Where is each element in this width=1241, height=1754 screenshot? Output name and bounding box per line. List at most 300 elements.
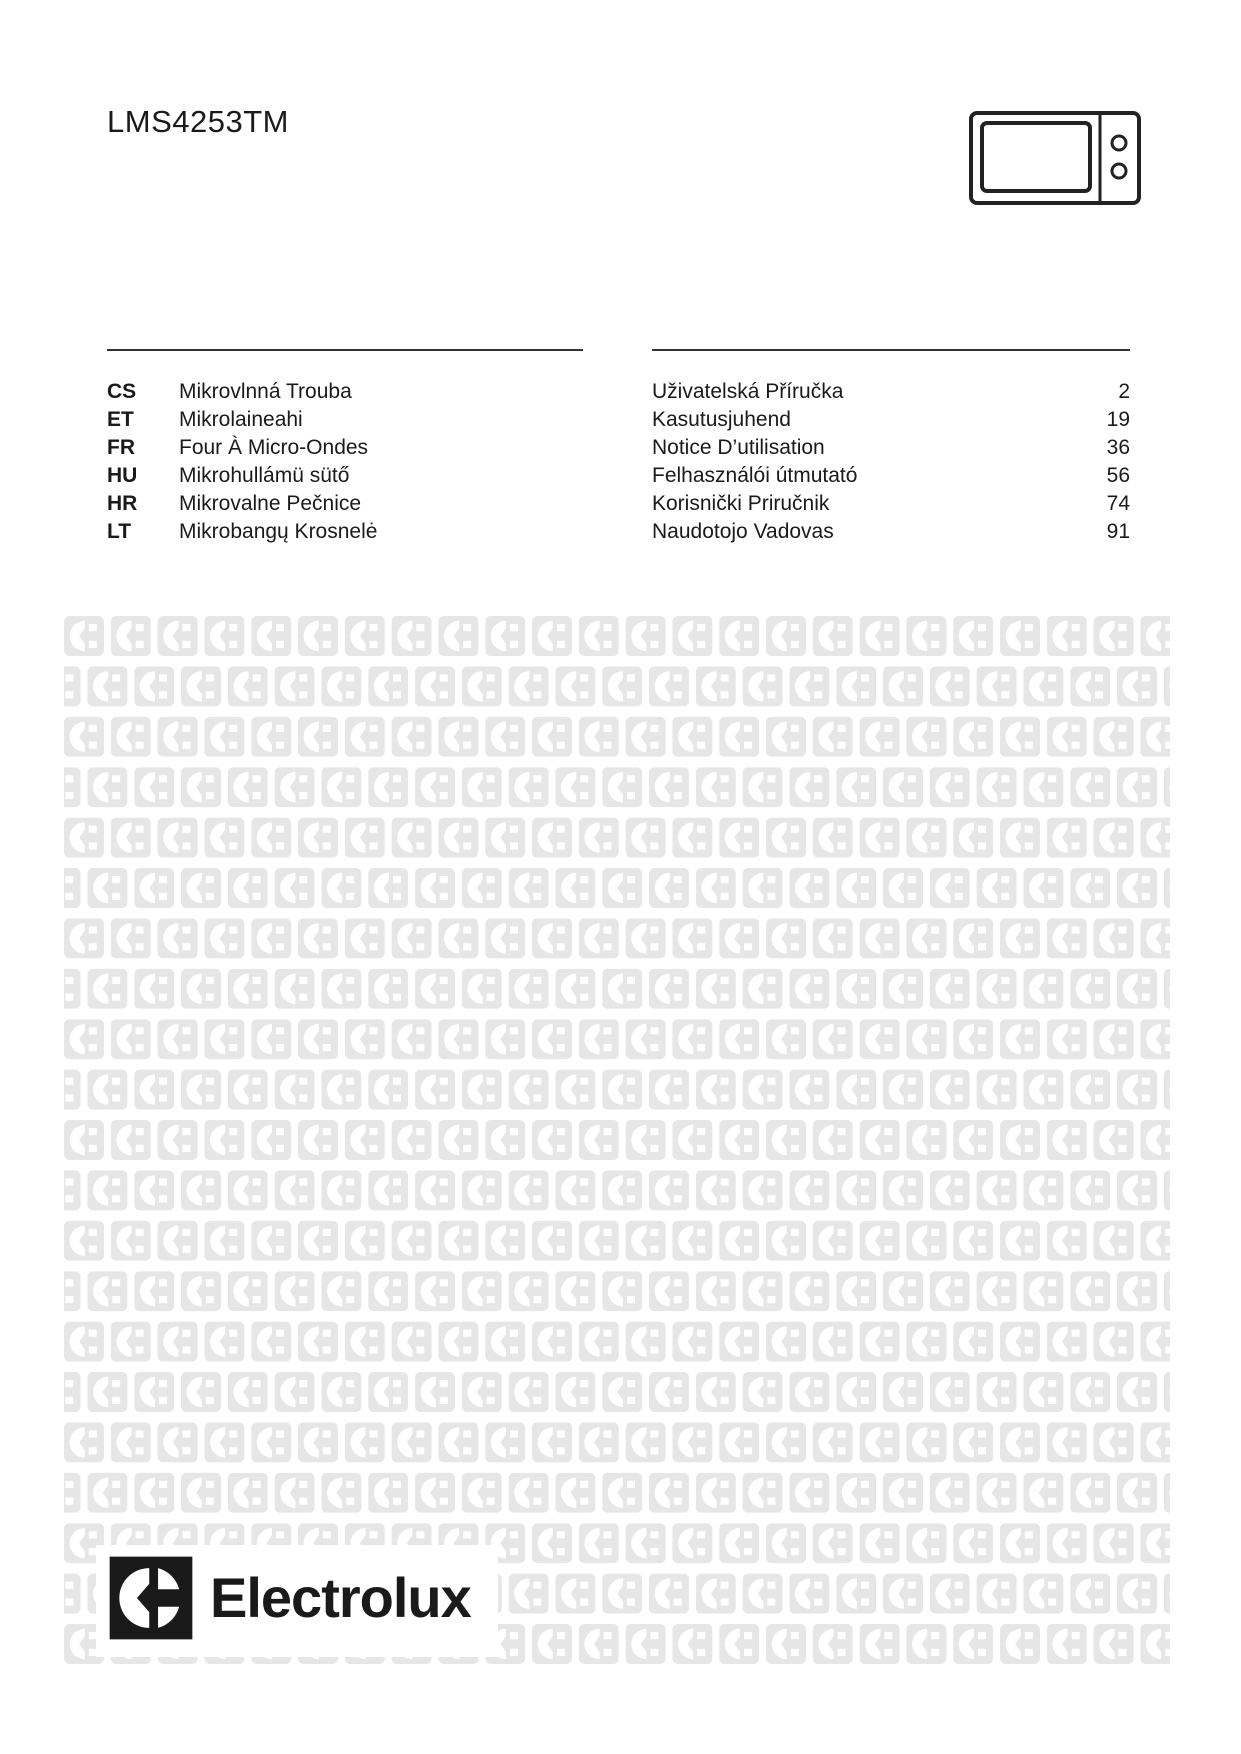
electrolux-pattern-icon — [1164, 1574, 1170, 1614]
electrolux-pattern-icon — [1000, 1120, 1040, 1160]
electrolux-pattern-icon — [368, 666, 408, 706]
electrolux-pattern-icon — [672, 1422, 712, 1462]
electrolux-pattern-icon — [111, 1422, 151, 1462]
electrolux-pattern-icon — [485, 1422, 525, 1462]
electrolux-pattern-icon — [672, 1523, 712, 1563]
electrolux-pattern-icon — [64, 1019, 104, 1059]
language-row[interactable] — [107, 462, 1130, 490]
electrolux-pattern-icon — [1000, 1322, 1040, 1362]
electrolux-pattern-icon — [789, 1372, 829, 1412]
electrolux-pattern-icon — [836, 666, 876, 706]
electrolux-pattern-icon — [415, 1271, 455, 1311]
language-code: HU — [107, 464, 138, 487]
electrolux-pattern-icon — [204, 918, 244, 958]
electrolux-pattern-icon — [415, 1372, 455, 1412]
electrolux-pattern-icon — [626, 1422, 666, 1462]
electrolux-pattern-icon — [626, 1019, 666, 1059]
electrolux-pattern-icon — [251, 1120, 291, 1160]
electrolux-pattern-icon — [298, 818, 338, 858]
product-name: Mikrohullámü sütő — [179, 464, 350, 487]
electrolux-pattern-icon — [158, 918, 198, 958]
electrolux-pattern-icon — [953, 818, 993, 858]
electrolux-pattern-icon — [204, 818, 244, 858]
electrolux-pattern-icon — [719, 818, 759, 858]
product-name: Mikrovalne Pečnice — [179, 492, 362, 515]
electrolux-pattern-icon — [228, 969, 268, 1009]
electrolux-pattern-icon — [64, 767, 81, 807]
electrolux-pattern-icon — [181, 1372, 221, 1412]
electrolux-pattern-icon — [953, 717, 993, 757]
electrolux-pattern-icon — [462, 1372, 502, 1412]
electrolux-pattern-icon — [602, 969, 642, 1009]
electrolux-pattern-icon — [321, 868, 361, 908]
electrolux-pattern-icon — [134, 969, 174, 1009]
electrolux-pattern-icon — [158, 1221, 198, 1261]
manual-title: Naudotojo Vadovas — [652, 520, 834, 543]
electrolux-pattern-icon — [766, 616, 806, 656]
electrolux-pattern-icon — [392, 717, 432, 757]
electrolux-pattern-icon — [321, 1070, 361, 1110]
electrolux-pattern-icon — [509, 1070, 549, 1110]
electrolux-pattern-icon — [532, 1120, 572, 1160]
electrolux-pattern-icon — [579, 1624, 619, 1664]
electrolux-pattern-icon — [204, 1019, 244, 1059]
electrolux-pattern-icon — [977, 1271, 1017, 1311]
electrolux-pattern-icon — [181, 1170, 221, 1210]
electrolux-pattern-icon — [1164, 767, 1170, 807]
electrolux-pattern-icon — [415, 1170, 455, 1210]
electrolux-pattern-icon — [1164, 1070, 1170, 1110]
electrolux-pattern-icon — [228, 1271, 268, 1311]
electrolux-pattern-icon — [392, 1120, 432, 1160]
language-code: LT — [107, 520, 132, 543]
electrolux-pattern-icon — [87, 1170, 127, 1210]
electrolux-pattern-icon — [462, 666, 502, 706]
electrolux-pattern-icon — [392, 1221, 432, 1261]
electrolux-pattern-icon — [87, 868, 127, 908]
electrolux-pattern-icon — [158, 616, 198, 656]
electrolux-pattern-icon — [438, 717, 478, 757]
electrolux-pattern-icon — [275, 969, 315, 1009]
electrolux-pattern-icon — [1047, 1624, 1087, 1664]
electrolux-pattern-icon — [602, 1473, 642, 1513]
electrolux-pattern-icon — [860, 918, 900, 958]
electrolux-pattern-icon — [509, 1170, 549, 1210]
electrolux-pattern-icon — [789, 969, 829, 1009]
electrolux-pattern-icon — [860, 1120, 900, 1160]
electrolux-pattern-icon — [64, 969, 81, 1009]
electrolux-pattern-icon — [485, 717, 525, 757]
electrolux-pattern-icon — [1047, 1422, 1087, 1462]
language-code: ET — [107, 408, 134, 431]
electrolux-pattern-icon — [1117, 1070, 1157, 1110]
electrolux-pattern-icon — [158, 1019, 198, 1059]
electrolux-pattern-icon — [64, 666, 81, 706]
divider-right — [652, 349, 1130, 351]
electrolux-pattern-icon — [696, 1271, 736, 1311]
electrolux-pattern-icon — [321, 767, 361, 807]
electrolux-pattern-icon — [345, 918, 385, 958]
electrolux-pattern-icon — [64, 1170, 81, 1210]
electrolux-pattern-icon — [1117, 1473, 1157, 1513]
electrolux-pattern-icon — [953, 1422, 993, 1462]
electrolux-pattern-icon — [883, 1372, 923, 1412]
electrolux-pattern-icon — [696, 1070, 736, 1110]
electrolux-pattern-icon — [134, 868, 174, 908]
electrolux-pattern-icon — [111, 1120, 151, 1160]
electrolux-pattern-icon — [111, 1221, 151, 1261]
electrolux-pattern-icon — [134, 1473, 174, 1513]
model-number: LMS4253TM — [107, 104, 289, 139]
electrolux-pattern-icon — [883, 1271, 923, 1311]
electrolux-pattern-icon — [743, 969, 783, 1009]
brand-name: Electrolux — [210, 1566, 471, 1629]
electrolux-pattern-icon — [64, 918, 104, 958]
electrolux-pattern-icon — [719, 1422, 759, 1462]
electrolux-pattern-icon — [1140, 918, 1170, 958]
electrolux-pattern-icon — [906, 918, 946, 958]
electrolux-pattern-icon — [883, 1473, 923, 1513]
electrolux-pattern-icon — [906, 1120, 946, 1160]
electrolux-pattern-icon — [111, 918, 151, 958]
electrolux-pattern-icon — [87, 1473, 127, 1513]
page-number: 91 — [1106, 520, 1130, 543]
electrolux-pattern-icon — [719, 717, 759, 757]
electrolux-pattern-icon — [672, 1221, 712, 1261]
electrolux-pattern-icon — [1094, 918, 1134, 958]
electrolux-pattern-icon — [64, 818, 104, 858]
electrolux-pattern-icon — [392, 918, 432, 958]
electrolux-pattern-icon — [1047, 1322, 1087, 1362]
electrolux-pattern-icon — [64, 1473, 81, 1513]
electrolux-pattern-icon — [462, 767, 502, 807]
electrolux-pattern-icon — [181, 1070, 221, 1110]
electrolux-pattern-icon — [649, 1473, 689, 1513]
electrolux-pattern-icon — [1000, 818, 1040, 858]
electrolux-pattern-icon — [1094, 1019, 1134, 1059]
electrolux-pattern-icon — [1000, 1523, 1040, 1563]
electrolux-pattern-icon — [321, 666, 361, 706]
electrolux-pattern-icon — [64, 1574, 81, 1614]
electrolux-pattern-icon — [1117, 1170, 1157, 1210]
electrolux-pattern-icon — [228, 868, 268, 908]
electrolux-pattern-icon — [1117, 969, 1157, 1009]
electrolux-pattern-icon — [602, 1271, 642, 1311]
electrolux-pattern-icon — [111, 1322, 151, 1362]
electrolux-pattern-icon — [930, 666, 970, 706]
product-name: Mikrovlnná Trouba — [179, 380, 352, 403]
electrolux-pattern-icon — [977, 1473, 1017, 1513]
electrolux-pattern-icon — [719, 1221, 759, 1261]
electrolux-pattern-icon — [860, 1523, 900, 1563]
language-row[interactable] — [107, 434, 1130, 462]
electrolux-pattern-icon — [696, 1574, 736, 1614]
electrolux-pattern-icon — [134, 666, 174, 706]
electrolux-pattern-icon — [579, 1221, 619, 1261]
product-name: Mikrobangų Krosnelė — [179, 520, 378, 543]
electrolux-pattern-icon — [251, 818, 291, 858]
electrolux-pattern-icon — [1023, 1271, 1063, 1311]
electrolux-pattern-icon — [509, 969, 549, 1009]
electrolux-pattern-icon — [1094, 616, 1134, 656]
electrolux-pattern-icon — [368, 1473, 408, 1513]
electrolux-pattern-icon — [228, 1170, 268, 1210]
electrolux-pattern-icon — [789, 666, 829, 706]
electrolux-pattern-icon — [485, 918, 525, 958]
electrolux-pattern-icon — [1140, 1120, 1170, 1160]
electrolux-pattern-icon — [789, 767, 829, 807]
electrolux-pattern-icon — [415, 1070, 455, 1110]
electrolux-pattern-icon — [579, 918, 619, 958]
electrolux-pattern-icon — [438, 1322, 478, 1362]
electrolux-pattern-icon — [696, 767, 736, 807]
electrolux-pattern-icon — [392, 818, 432, 858]
electrolux-pattern-icon — [1047, 1523, 1087, 1563]
electrolux-pattern-icon — [555, 1473, 595, 1513]
electrolux-pattern-icon — [485, 1322, 525, 1362]
electrolux-pattern-icon — [1117, 1574, 1157, 1614]
electrolux-pattern-icon — [1023, 767, 1063, 807]
electrolux-pattern-icon — [298, 918, 338, 958]
electrolux-pattern-icon — [1094, 1221, 1134, 1261]
language-row[interactable] — [107, 378, 1130, 406]
electrolux-pattern-icon — [930, 1574, 970, 1614]
electrolux-pattern-icon — [345, 818, 385, 858]
electrolux-pattern-icon — [555, 1271, 595, 1311]
electrolux-pattern-icon — [392, 616, 432, 656]
electrolux-pattern-icon — [813, 1221, 853, 1261]
electrolux-pattern-icon — [181, 969, 221, 1009]
electrolux-pattern-icon — [626, 1523, 666, 1563]
electrolux-pattern-icon — [1094, 1523, 1134, 1563]
electrolux-pattern-icon — [555, 1170, 595, 1210]
electrolux-pattern-icon — [1023, 1574, 1063, 1614]
electrolux-pattern-icon — [532, 1019, 572, 1059]
electrolux-pattern-icon — [906, 1221, 946, 1261]
electrolux-pattern-icon — [930, 1372, 970, 1412]
electrolux-pattern-icon — [485, 616, 525, 656]
electrolux-pattern-icon — [251, 1322, 291, 1362]
electrolux-pattern-icon — [579, 1322, 619, 1362]
electrolux-pattern-icon — [158, 1322, 198, 1362]
electrolux-pattern-icon — [438, 918, 478, 958]
electrolux-pattern-icon — [860, 818, 900, 858]
electrolux-pattern-icon — [1047, 918, 1087, 958]
electrolux-pattern-icon — [789, 1473, 829, 1513]
electrolux-pattern-icon — [743, 767, 783, 807]
electrolux-pattern-icon — [555, 868, 595, 908]
electrolux-pattern-icon — [672, 818, 712, 858]
electrolux-pattern-icon — [860, 1019, 900, 1059]
electrolux-pattern-icon — [1140, 717, 1170, 757]
electrolux-pattern-icon — [789, 868, 829, 908]
electrolux-pattern-icon — [672, 1019, 712, 1059]
electrolux-pattern-icon — [1023, 1170, 1063, 1210]
electrolux-pattern-icon — [298, 1019, 338, 1059]
electrolux-pattern-icon — [930, 1473, 970, 1513]
electrolux-pattern-icon — [1070, 1271, 1110, 1311]
electrolux-pattern-icon — [251, 1019, 291, 1059]
electrolux-pattern-icon — [649, 1372, 689, 1412]
electrolux-pattern-icon — [906, 818, 946, 858]
electrolux-pattern-icon — [719, 918, 759, 958]
electrolux-pattern-icon — [1070, 1070, 1110, 1110]
electrolux-pattern-icon — [672, 717, 712, 757]
electrolux-pattern-icon — [930, 1170, 970, 1210]
electrolux-pattern-icon — [321, 1271, 361, 1311]
electrolux-pattern-icon — [743, 1372, 783, 1412]
electrolux-pattern-icon — [977, 1170, 1017, 1210]
manual-title: Korisnički Priručnik — [652, 492, 830, 515]
electrolux-pattern-icon — [860, 717, 900, 757]
electrolux-pattern-icon — [977, 1372, 1017, 1412]
electrolux-pattern-icon — [158, 1120, 198, 1160]
electrolux-pattern-icon — [743, 1070, 783, 1110]
electrolux-pattern-icon — [813, 1322, 853, 1362]
electrolux-pattern-icon — [743, 1574, 783, 1614]
electrolux-pattern-icon — [251, 1221, 291, 1261]
electrolux-pattern-icon — [743, 1271, 783, 1311]
electrolux-pattern-icon — [930, 868, 970, 908]
electrolux-pattern-icon — [204, 1422, 244, 1462]
electrolux-pattern-icon — [696, 969, 736, 1009]
manual-title: Notice D’utilisation — [652, 436, 825, 459]
electrolux-pattern-icon — [532, 717, 572, 757]
electrolux-pattern-icon — [1000, 1019, 1040, 1059]
electrolux-pattern-icon — [345, 717, 385, 757]
electrolux-pattern-icon — [509, 767, 549, 807]
electrolux-pattern-icon — [438, 616, 478, 656]
electrolux-pattern-icon — [181, 868, 221, 908]
electrolux-pattern-icon — [1140, 1422, 1170, 1462]
electrolux-pattern-icon — [906, 1322, 946, 1362]
electrolux-pattern-icon — [509, 1372, 549, 1412]
electrolux-pattern-icon — [532, 1624, 572, 1664]
electrolux-pattern-icon — [204, 616, 244, 656]
electrolux-pattern-icon — [719, 1120, 759, 1160]
electrolux-pattern-icon — [930, 1271, 970, 1311]
electrolux-pattern-icon — [555, 1574, 595, 1614]
electrolux-pattern-icon — [64, 868, 81, 908]
electrolux-pattern-icon — [298, 717, 338, 757]
electrolux-pattern-icon — [743, 1170, 783, 1210]
electrolux-pattern-icon — [438, 818, 478, 858]
electrolux-pattern-icon — [87, 767, 127, 807]
electrolux-pattern-icon — [836, 1271, 876, 1311]
page-number: 19 — [1106, 408, 1130, 431]
electrolux-pattern-icon — [649, 1271, 689, 1311]
electrolux-pattern-icon — [649, 666, 689, 706]
manual-title: Felhasználói útmutató — [652, 464, 858, 487]
electrolux-pattern-icon — [1070, 666, 1110, 706]
language-row[interactable] — [107, 518, 1130, 546]
electrolux-pattern-icon — [1023, 666, 1063, 706]
electrolux-pattern-icon — [649, 969, 689, 1009]
electrolux-pattern-icon — [1094, 818, 1134, 858]
electrolux-pattern-icon — [696, 868, 736, 908]
electrolux-pattern-icon — [485, 1019, 525, 1059]
electrolux-pattern-icon — [298, 1120, 338, 1160]
electrolux-pattern-icon — [836, 1473, 876, 1513]
electrolux-pattern-icon — [368, 868, 408, 908]
electrolux-pattern-icon — [275, 1372, 315, 1412]
electrolux-pattern-icon — [766, 1422, 806, 1462]
electrolux-pattern-icon — [181, 767, 221, 807]
electrolux-pattern-icon — [134, 1372, 174, 1412]
electrolux-pattern-icon — [64, 1221, 104, 1261]
electrolux-pattern-icon — [532, 1221, 572, 1261]
electrolux-pattern-icon — [1070, 1170, 1110, 1210]
electrolux-pattern-icon — [158, 717, 198, 757]
electrolux-pattern-icon — [789, 1574, 829, 1614]
electrolux-logo-icon — [107, 1554, 195, 1642]
electrolux-pattern-icon — [321, 969, 361, 1009]
electrolux-pattern-icon — [1094, 1422, 1134, 1462]
electrolux-pattern-icon — [462, 1473, 502, 1513]
electrolux-pattern-icon — [649, 868, 689, 908]
electrolux-pattern-icon — [1164, 666, 1170, 706]
electrolux-pattern-icon — [509, 1271, 549, 1311]
electrolux-pattern-icon — [626, 616, 666, 656]
electrolux-pattern-icon — [977, 767, 1017, 807]
electrolux-pattern-icon — [1117, 767, 1157, 807]
electrolux-pattern-icon — [87, 1070, 127, 1110]
electrolux-pattern-icon — [438, 1221, 478, 1261]
electrolux-pattern-icon — [743, 666, 783, 706]
electrolux-pattern-icon — [672, 918, 712, 958]
electrolux-pattern-icon — [228, 1070, 268, 1110]
electrolux-pattern-icon — [275, 1170, 315, 1210]
electrolux-pattern-icon — [1117, 868, 1157, 908]
language-row[interactable] — [107, 406, 1130, 434]
electrolux-pattern-icon — [743, 1473, 783, 1513]
manual-title: Kasutusjuhend — [652, 408, 791, 431]
electrolux-pattern-icon — [813, 616, 853, 656]
electrolux-pattern-icon — [509, 1574, 549, 1614]
electrolux-pattern-icon — [602, 868, 642, 908]
electrolux-pattern-icon — [1070, 1574, 1110, 1614]
electrolux-pattern-icon — [1164, 969, 1170, 1009]
electrolux-pattern-icon — [1070, 969, 1110, 1009]
electrolux-pattern-icon — [860, 1322, 900, 1362]
electrolux-pattern-icon — [134, 1070, 174, 1110]
electrolux-pattern-icon — [345, 1221, 385, 1261]
electrolux-pattern-icon — [1023, 1070, 1063, 1110]
electrolux-pattern-icon — [953, 616, 993, 656]
language-code: FR — [107, 436, 135, 459]
electrolux-pattern-icon — [111, 717, 151, 757]
electrolux-pattern-icon — [813, 717, 853, 757]
electrolux-pattern-icon — [766, 1624, 806, 1664]
electrolux-pattern-icon — [953, 1221, 993, 1261]
brand-pattern — [64, 616, 1170, 1674]
electrolux-pattern-icon — [1000, 918, 1040, 958]
electrolux-pattern-icon — [649, 1070, 689, 1110]
electrolux-pattern-icon — [1047, 717, 1087, 757]
electrolux-pattern-icon — [696, 1372, 736, 1412]
electrolux-pattern-icon — [1094, 1120, 1134, 1160]
electrolux-pattern-icon — [134, 1271, 174, 1311]
electrolux-pattern-icon — [836, 1372, 876, 1412]
language-row[interactable] — [107, 490, 1130, 518]
electrolux-pattern-icon — [64, 1271, 81, 1311]
electrolux-pattern-icon — [87, 666, 127, 706]
electrolux-pattern-icon — [766, 1221, 806, 1261]
electrolux-pattern-icon — [1023, 1372, 1063, 1412]
electrolux-pattern-icon — [1094, 1322, 1134, 1362]
electrolux-pattern-icon — [1140, 1322, 1170, 1362]
electrolux-pattern-icon — [602, 1170, 642, 1210]
